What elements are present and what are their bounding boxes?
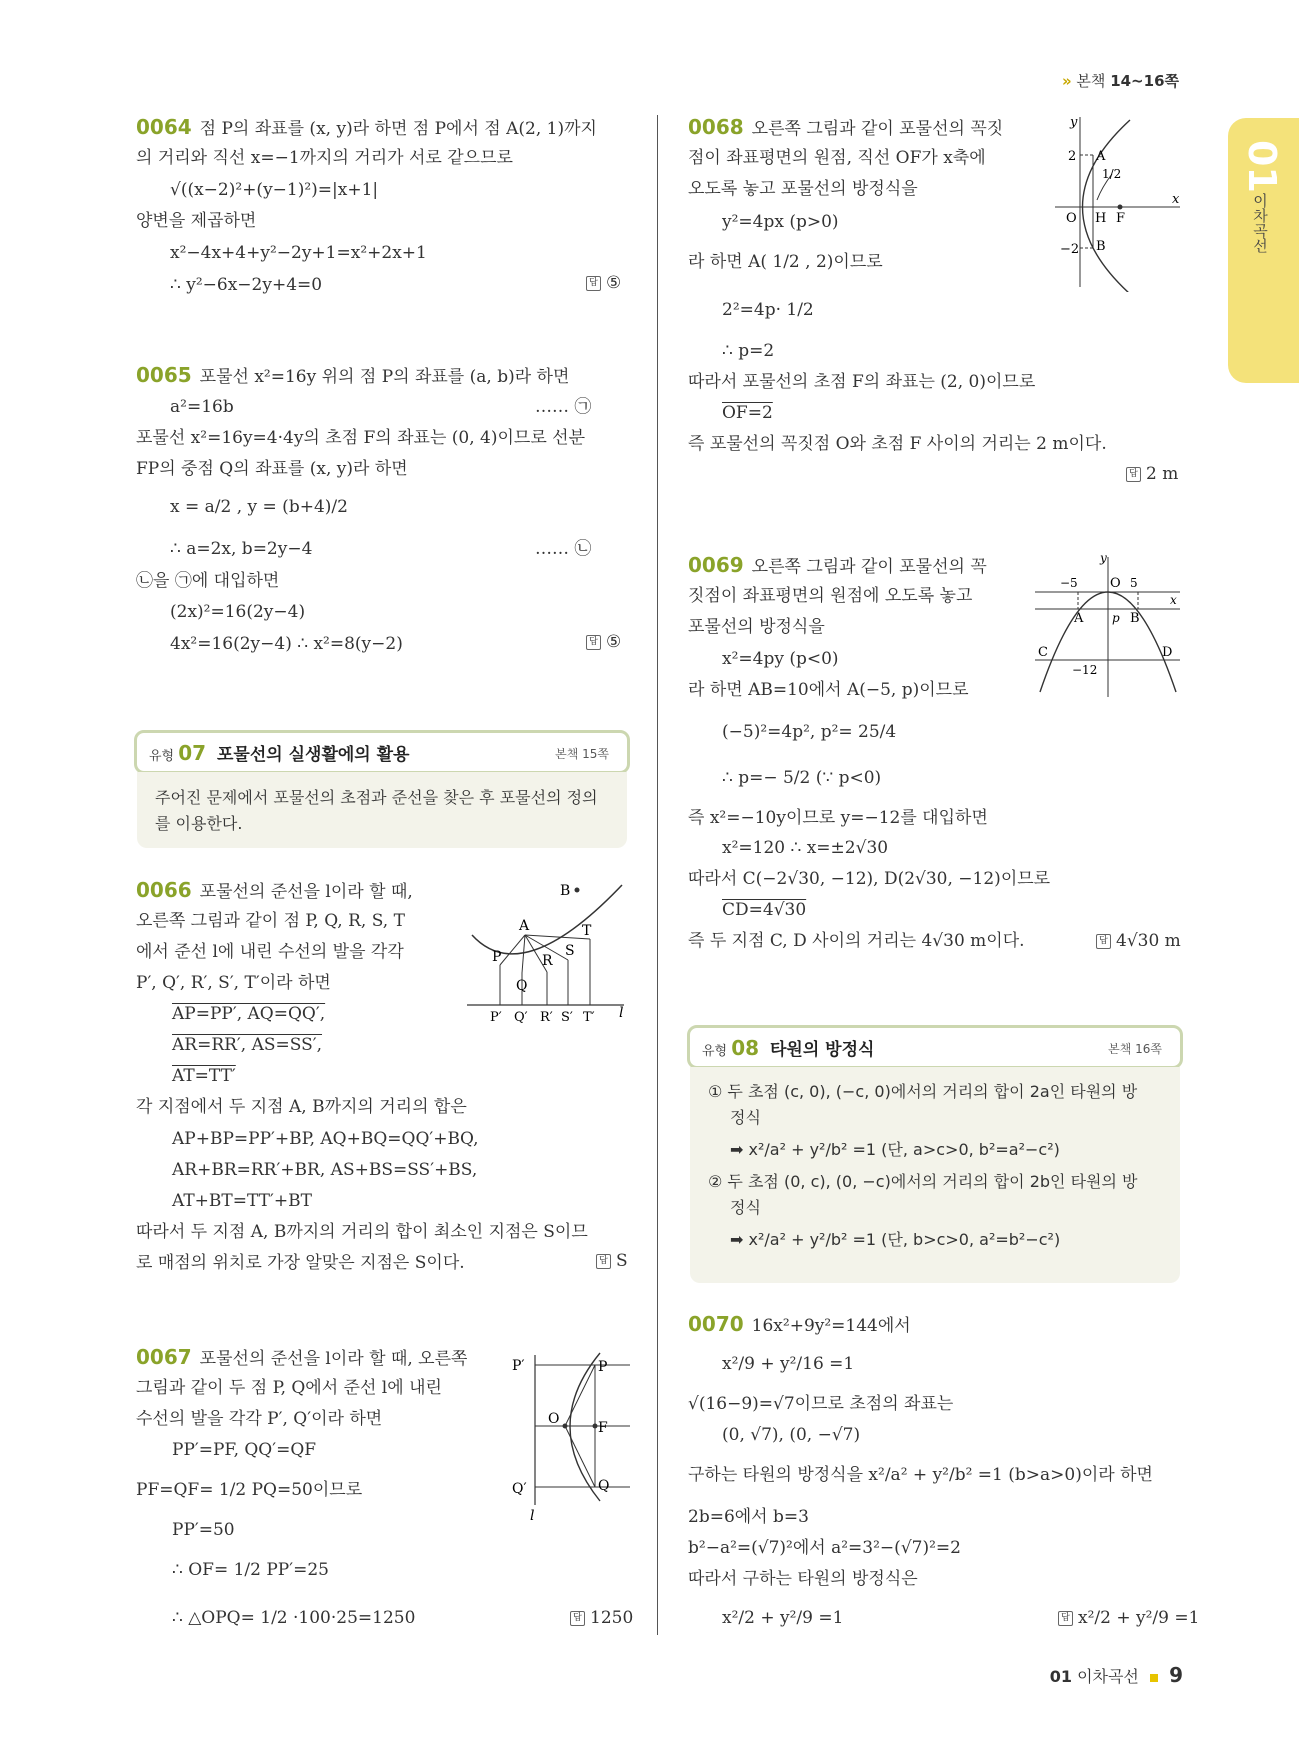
- type-label: 유형 07: [149, 741, 207, 765]
- problem-0069-line-7: ∴ p=− 5/2 (∵ p<0): [722, 768, 882, 788]
- svg-text:T: T: [582, 923, 592, 939]
- problem-0070-line-1: 0070 16x²+9y²=144에서: [688, 1312, 911, 1336]
- svg-text:B: B: [1096, 239, 1106, 254]
- chapter-side-tab: [1228, 118, 1299, 383]
- svg-text:1/2: 1/2: [1102, 167, 1122, 181]
- equation-tag-2: …… ㉡: [535, 539, 592, 559]
- answer-icon: 답: [586, 635, 601, 650]
- svg-text:O: O: [1066, 211, 1077, 226]
- problem-number: 0067: [136, 1345, 192, 1369]
- equation-tag-1: …… ㉠: [535, 397, 592, 417]
- reference-range: 14~16쪽: [1110, 72, 1179, 90]
- problem-0066-line-10: AR+BR=RR′+BR, AS+BS=SS′+BS,: [172, 1160, 478, 1180]
- problem-0069-line-5: 라 하면 AB=10에서 A(−5, p)이므로: [688, 680, 969, 700]
- problem-0064-line-2: 의 거리와 직선 x=−1까지의 거리가 서로 같으므로: [136, 148, 513, 168]
- problem-0070-line-7: b²−a²=(√7)²에서 a²=3²−(√7)²=2: [688, 1538, 961, 1558]
- svg-text:P′: P′: [512, 1358, 525, 1374]
- problem-number: 0065: [136, 363, 192, 387]
- svg-text:D: D: [1162, 645, 1173, 660]
- answer-0064: 답 ⑤: [586, 273, 621, 293]
- problem-number: 0068: [688, 115, 744, 139]
- footer-chapter-title: 이차곡선: [1077, 1667, 1139, 1686]
- problem-0065-line-9: 4x²=16(2y−4) ∴ x²=8(y−2): [170, 634, 403, 654]
- problem-0066-line-13: 로 매점의 위치로 가장 알맞은 지점은 S이다.: [136, 1253, 465, 1273]
- svg-text:−5: −5: [1060, 576, 1078, 590]
- problem-0069-line-1: 0069 오른쪽 그림과 같이 포물선의 꼭: [688, 553, 987, 577]
- svg-text:F: F: [598, 1420, 608, 1436]
- problem-0066-line-7: AT=TT′: [172, 1066, 236, 1086]
- svg-text:−2: −2: [1060, 242, 1080, 257]
- problem-0068-line-9: OF=2: [722, 403, 773, 423]
- svg-text:y: y: [1100, 552, 1107, 565]
- problem-0070-line-4: (0, √7), (0, −√7): [722, 1425, 861, 1445]
- problem-0068-line-6: 2²=4p· 1/2: [722, 300, 814, 320]
- page-number: 9: [1169, 1663, 1183, 1687]
- type-08-note: ① 두 초점 (c, 0), (−c, 0)에서의 거리의 합이 2a인 타원의 방 정식 ➡ x²/a² + y²/b² =1 (단, a>c>0, b²=a²−c²) ② 두 초점 (0, c), (0, −c)에서의 거리의 합이 2b인 타원의 방 정식 ➡ x²/a² + y²/b² =1 (단, b>c>0, a²=b²−c²): [690, 1067, 1180, 1283]
- type-08-header: [687, 1025, 1183, 1069]
- problem-0069-line-6: (−5)²=4p², p²= 25/4: [722, 722, 897, 742]
- svg-text:Q: Q: [598, 1478, 610, 1494]
- problem-0066-line-5: AP=PP′, AQ=QQ′,: [172, 1004, 326, 1024]
- problem-0068-line-2: 점이 좌표평면의 원점, 직선 OF가 x축에: [688, 148, 986, 168]
- answer-icon: 답: [586, 276, 601, 291]
- answer-0069: 답 4√30 m: [1096, 931, 1181, 951]
- svg-text:2: 2: [1068, 149, 1077, 164]
- type-07-header: [134, 730, 630, 774]
- problem-0069-line-2: 짓점이 좌표평면의 원점에 오도록 놓고: [688, 586, 973, 606]
- svg-text:S′: S′: [561, 1010, 573, 1025]
- svg-text:H: H: [1095, 211, 1107, 226]
- square-bullet-icon: [1150, 1674, 1158, 1682]
- problem-0068-line-3: 오도록 놓고 포물선의 방정식을: [688, 179, 918, 199]
- fig-label: B: [560, 883, 571, 899]
- problem-0069-line-3: 포물선의 방정식을: [688, 617, 825, 637]
- answer-icon: 답: [1096, 934, 1111, 949]
- svg-text:A: A: [1074, 611, 1084, 626]
- problem-0064-line-6: ∴ y²−6x−2y+4=0: [170, 275, 323, 295]
- footer-chapter-number: 01: [1049, 1667, 1072, 1686]
- problem-0066-line-12: 따라서 두 지점 A, B까지의 거리의 합이 최소인 지점은 S이므: [136, 1222, 588, 1242]
- problem-0067-line-3: 수선의 발을 각각 P′, Q′이라 하면: [136, 1409, 383, 1429]
- problem-0070-line-2: x²/9 + y²/16 =1: [722, 1354, 855, 1374]
- answer-icon: 답: [1126, 467, 1141, 482]
- problem-0066-line-8: 각 지점에서 두 지점 A, B까지의 거리의 합은: [136, 1097, 467, 1117]
- problem-0065-line-5: x = a/2 , y = (b+4)/2: [170, 497, 348, 517]
- svg-text:A: A: [1096, 149, 1106, 164]
- type-title: 타원의 방정식: [770, 1040, 875, 1060]
- svg-text:O: O: [548, 1411, 560, 1427]
- svg-text:l: l: [619, 1005, 624, 1021]
- svg-text:F: F: [1116, 211, 1126, 226]
- answer-0068: 답 2 m: [1126, 464, 1178, 484]
- svg-text:B: B: [1130, 611, 1140, 626]
- problem-0065-line-2: a²=16b: [170, 397, 234, 417]
- answer-icon: 답: [570, 1611, 585, 1626]
- problem-0066-line-3: 에서 준선 l에 내린 수선의 발을 각각: [136, 942, 404, 962]
- svg-text:p: p: [1112, 611, 1120, 625]
- problem-0065-line-3: 포물선 x²=16y=4·4y의 초점 F의 좌표는 (0, 4)이므로 선분: [136, 428, 586, 448]
- problem-0065-line-7: ㉡을 ㉠에 대입하면: [136, 571, 280, 591]
- problem-0067-line-8: ∴ △OPQ= 1/2 ·100·25=1250: [172, 1608, 416, 1628]
- svg-text:P: P: [492, 949, 502, 965]
- problem-0067-line-5: PF=QF= 1/2 PQ=50이므로: [136, 1480, 363, 1500]
- problem-0067-line-7: ∴ OF= 1/2 PP′=25: [172, 1560, 329, 1580]
- problem-0065-line-8: (2x)²=16(2y−4): [170, 602, 306, 622]
- svg-text:Q: Q: [516, 978, 528, 994]
- column-divider: [657, 115, 658, 1635]
- page-reference: [1062, 70, 1179, 91]
- type-label: 유형 08: [702, 1036, 760, 1060]
- figure-0069-parabola: [1030, 552, 1185, 702]
- answer-0070: 답 x²/2 + y²/9 =1: [1058, 1608, 1199, 1628]
- svg-text:x: x: [1170, 593, 1177, 607]
- problem-0067-line-1: 0067 포물선의 준선을 l이라 할 때, 오른쪽: [136, 1345, 468, 1369]
- problem-0066-line-2: 오른쪽 그림과 같이 점 P, Q, R, S, T: [136, 911, 405, 931]
- problem-0069-line-10: 따라서 C(−2√30, −12), D(2√30, −12)이므로: [688, 869, 1051, 889]
- answer-0066: 답 S: [596, 1251, 628, 1271]
- type-reference: 본책 16쪽: [1108, 1042, 1162, 1056]
- page-footer: [1050, 1663, 1183, 1687]
- problem-0065-line-4: FP의 중점 Q의 좌표를 (x, y)라 하면: [136, 459, 408, 479]
- problem-0064-line-4: 양변을 제곱하면: [136, 211, 257, 231]
- problem-0067-line-2: 그림과 같이 두 점 P, Q에서 준선 l에 내린: [136, 1378, 442, 1398]
- answer-icon: 답: [1058, 1611, 1073, 1626]
- problem-0070-line-8: 따라서 구하는 타원의 방정식은: [688, 1569, 918, 1589]
- svg-text:P: P: [598, 1359, 608, 1375]
- problem-0068-line-7: ∴ p=2: [722, 341, 775, 361]
- problem-0067-line-4: PP′=PF, QQ′=QF: [172, 1440, 317, 1460]
- figure-0068-parabola: [1050, 112, 1185, 292]
- problem-0069-line-9: x²=120 ∴ x=±2√30: [722, 838, 889, 858]
- answer-0065: 답 ⑤: [586, 632, 621, 652]
- problem-0064-line-3: √((x−2)²+(y−1)²)=|x+1|: [170, 180, 379, 200]
- problem-0068-line-4: y²=4px (p>0): [722, 212, 839, 232]
- svg-text:R′: R′: [540, 1010, 553, 1025]
- problem-0066-line-4: P′, Q′, R′, S′, T′이라 하면: [136, 973, 331, 993]
- problem-0068-line-5: 라 하면 A( 1/2 , 2)이므로: [688, 252, 883, 272]
- svg-text:T′: T′: [583, 1010, 595, 1025]
- reference-prefix: 본책: [1076, 72, 1106, 90]
- chapter-tab-number: 01: [1240, 140, 1284, 193]
- type-title: 포물선의 실생활에의 활용: [217, 745, 410, 765]
- problem-number: 0070: [688, 1312, 744, 1336]
- problem-0069-line-11: CD=4√30: [722, 900, 807, 920]
- problem-number: 0069: [688, 553, 744, 577]
- problem-0070-line-5: 구하는 타원의 방정식을 x²/a² + y²/b² =1 (b>a>0)이라 하면: [688, 1465, 1153, 1485]
- type-reference: 본책 15쪽: [555, 747, 609, 761]
- svg-text:−12: −12: [1072, 663, 1098, 677]
- problem-0065-line-1: 0065 포물선 x²=16y 위의 점 P의 좌표를 (a, b)라 하면: [136, 363, 570, 387]
- problem-0066-line-1: 0066 포물선의 준선을 l이라 할 때,: [136, 878, 413, 902]
- problem-0070-line-9: x²/2 + y²/9 =1: [722, 1608, 844, 1628]
- chapter-tab-label: 이차곡선: [1251, 193, 1269, 253]
- svg-text:5: 5: [1130, 576, 1138, 590]
- problem-0068-line-1: 0068 오른쪽 그림과 같이 포물선의 꼭짓: [688, 115, 1004, 139]
- svg-text:l: l: [530, 1508, 535, 1524]
- double-chevron-icon: »: [1061, 72, 1072, 90]
- problem-number: 0064: [136, 115, 192, 139]
- problem-0064-line-5: x²−4x+4+y²−2y+1=x²+2x+1: [170, 243, 427, 263]
- problem-0068-line-10: 즉 포물선의 꼭짓점 O와 초점 F 사이의 거리는 2 m이다.: [688, 434, 1107, 454]
- problem-0066-line-11: AT+BT=TT′+BT: [172, 1191, 312, 1211]
- figure-0066-parabola: [462, 875, 630, 1025]
- svg-text:S: S: [565, 943, 575, 959]
- problem-number: 0066: [136, 878, 192, 902]
- problem-0070-line-3: √(16−9)=√7이므로 초점의 좌표는: [688, 1394, 954, 1414]
- problem-0069-line-8: 즉 x²=−10y이므로 y=−12를 대입하면: [688, 808, 988, 828]
- answer-0067: 답 1250: [570, 1608, 633, 1628]
- problem-0064-line-1: 0064 점 P의 좌표를 (x, y)라 하면 점 P에서 점 A(2, 1)까지: [136, 115, 597, 139]
- svg-text:O: O: [1110, 576, 1121, 591]
- svg-text:x: x: [1172, 192, 1180, 207]
- problem-0067-line-6: PP′=50: [172, 1520, 235, 1540]
- svg-text:A: A: [519, 918, 530, 934]
- svg-text:P′: P′: [490, 1010, 502, 1025]
- problem-0068-line-8: 따라서 포물선의 초점 F의 좌표는 (2, 0)이므로: [688, 372, 1036, 392]
- problem-0065-line-6: ∴ a=2x, b=2y−4: [170, 539, 313, 559]
- figure-0067-parabola: [510, 1345, 638, 1525]
- problem-0066-line-9: AP+BP=PP′+BP, AQ+BQ=QQ′+BQ,: [172, 1129, 479, 1149]
- svg-text:Q′: Q′: [512, 1481, 527, 1497]
- answer-icon: 답: [596, 1254, 611, 1269]
- svg-text:R: R: [542, 953, 553, 969]
- svg-text:Q′: Q′: [514, 1010, 528, 1025]
- problem-0070-line-6: 2b=6에서 b=3: [688, 1507, 809, 1527]
- svg-text:y: y: [1070, 115, 1078, 130]
- problem-0069-line-12: 즉 두 지점 C, D 사이의 거리는 4√30 m이다.: [688, 931, 1025, 951]
- type-07-note: 주어진 문제에서 포물선의 초점과 준선을 찾은 후 포물선의 정의 를 이용한다.: [137, 772, 627, 848]
- problem-0066-line-6: AR=RR′, AS=SS′,: [172, 1035, 323, 1055]
- problem-0069-line-4: x²=4py (p<0): [722, 649, 839, 669]
- svg-text:C: C: [1038, 645, 1048, 660]
